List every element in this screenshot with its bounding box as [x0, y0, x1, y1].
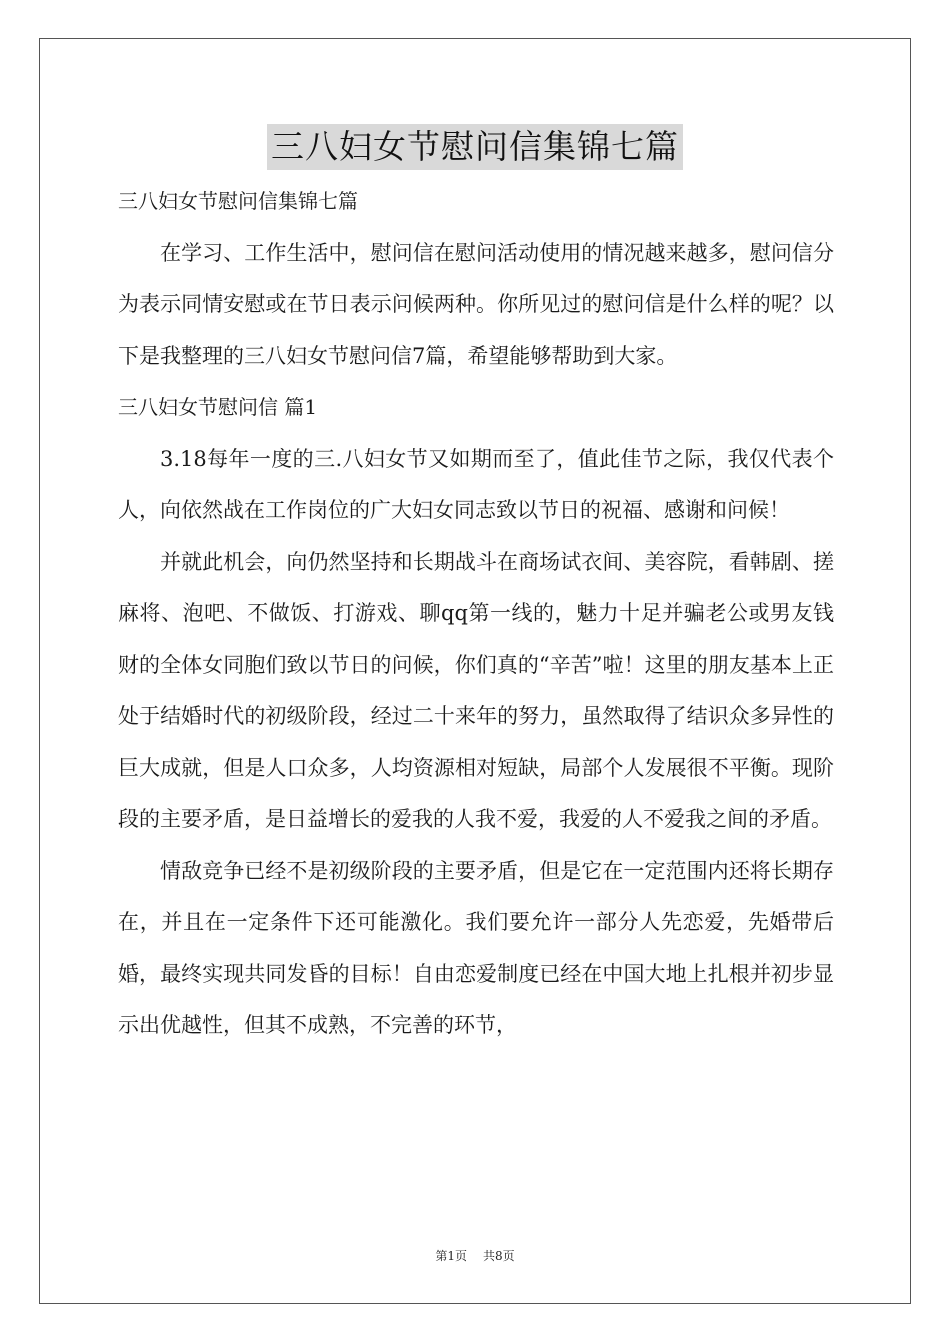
document-subtitle: 三八妇女节慰问信集锦七篇	[118, 189, 358, 213]
document-body	[118, 176, 834, 1052]
body-paragraph: 并就此机会，向仍然坚持和长期战斗在商场试衣间、美容院，看韩剧、搓麻将、泡吧、不做饭、打游戏、聊qq第一线的，魅力十足并骗老公或男友钱财的全体女同胞们致以节日的问候，你们真的“辛苦”啦！这里的朋友基本上正处于结婚时代的初级阶段，经过二十来年的努力，虽然取得了结识众多异性的巨大成就，但是人口众多，人均资源相对短缺，局部个人发展很不平衡。现阶段的主要矛盾，是日益增长的爱我的人我不爱，我爱的人不爱我之间的矛盾。	[118, 549, 834, 831]
page-number: 第1页	[435, 1249, 467, 1263]
document-title: 三八妇女节慰问信集锦七篇	[267, 124, 683, 170]
intro-paragraph: 在学习、工作生活中，慰问信在慰问活动使用的情况越来越多，慰问信分为表示同情安慰或在节日表示问候两种。你所见过的慰问信是什么样的呢？以下是我整理的三八妇女节慰问信7篇，希望能够帮助到大家。	[118, 240, 834, 368]
title-container	[0, 124, 950, 170]
page-footer	[0, 1247, 950, 1264]
body-paragraph: 3.18每年一度的三.八妇女节又如期而至了，值此佳节之际，我仅代表个人，向依然战在工作岗位的广大妇女同志致以节日的祝福、感谢和问候！	[118, 446, 834, 522]
page-total: 共8页	[483, 1249, 515, 1263]
body-paragraph: 情敌竞争已经不是初级阶段的主要矛盾，但是它在一定范围内还将长期存在，并且在一定条件下还可能激化。我们要允许一部分人先恋爱，先婚带后婚，最终实现共同发昏的目标！自由恋爱制度已经在中国大地上扎根并初步显示出优越性，但其不成熟，不完善的环节，	[118, 858, 834, 1037]
section-heading: 三八妇女节慰问信 篇1	[118, 395, 318, 419]
